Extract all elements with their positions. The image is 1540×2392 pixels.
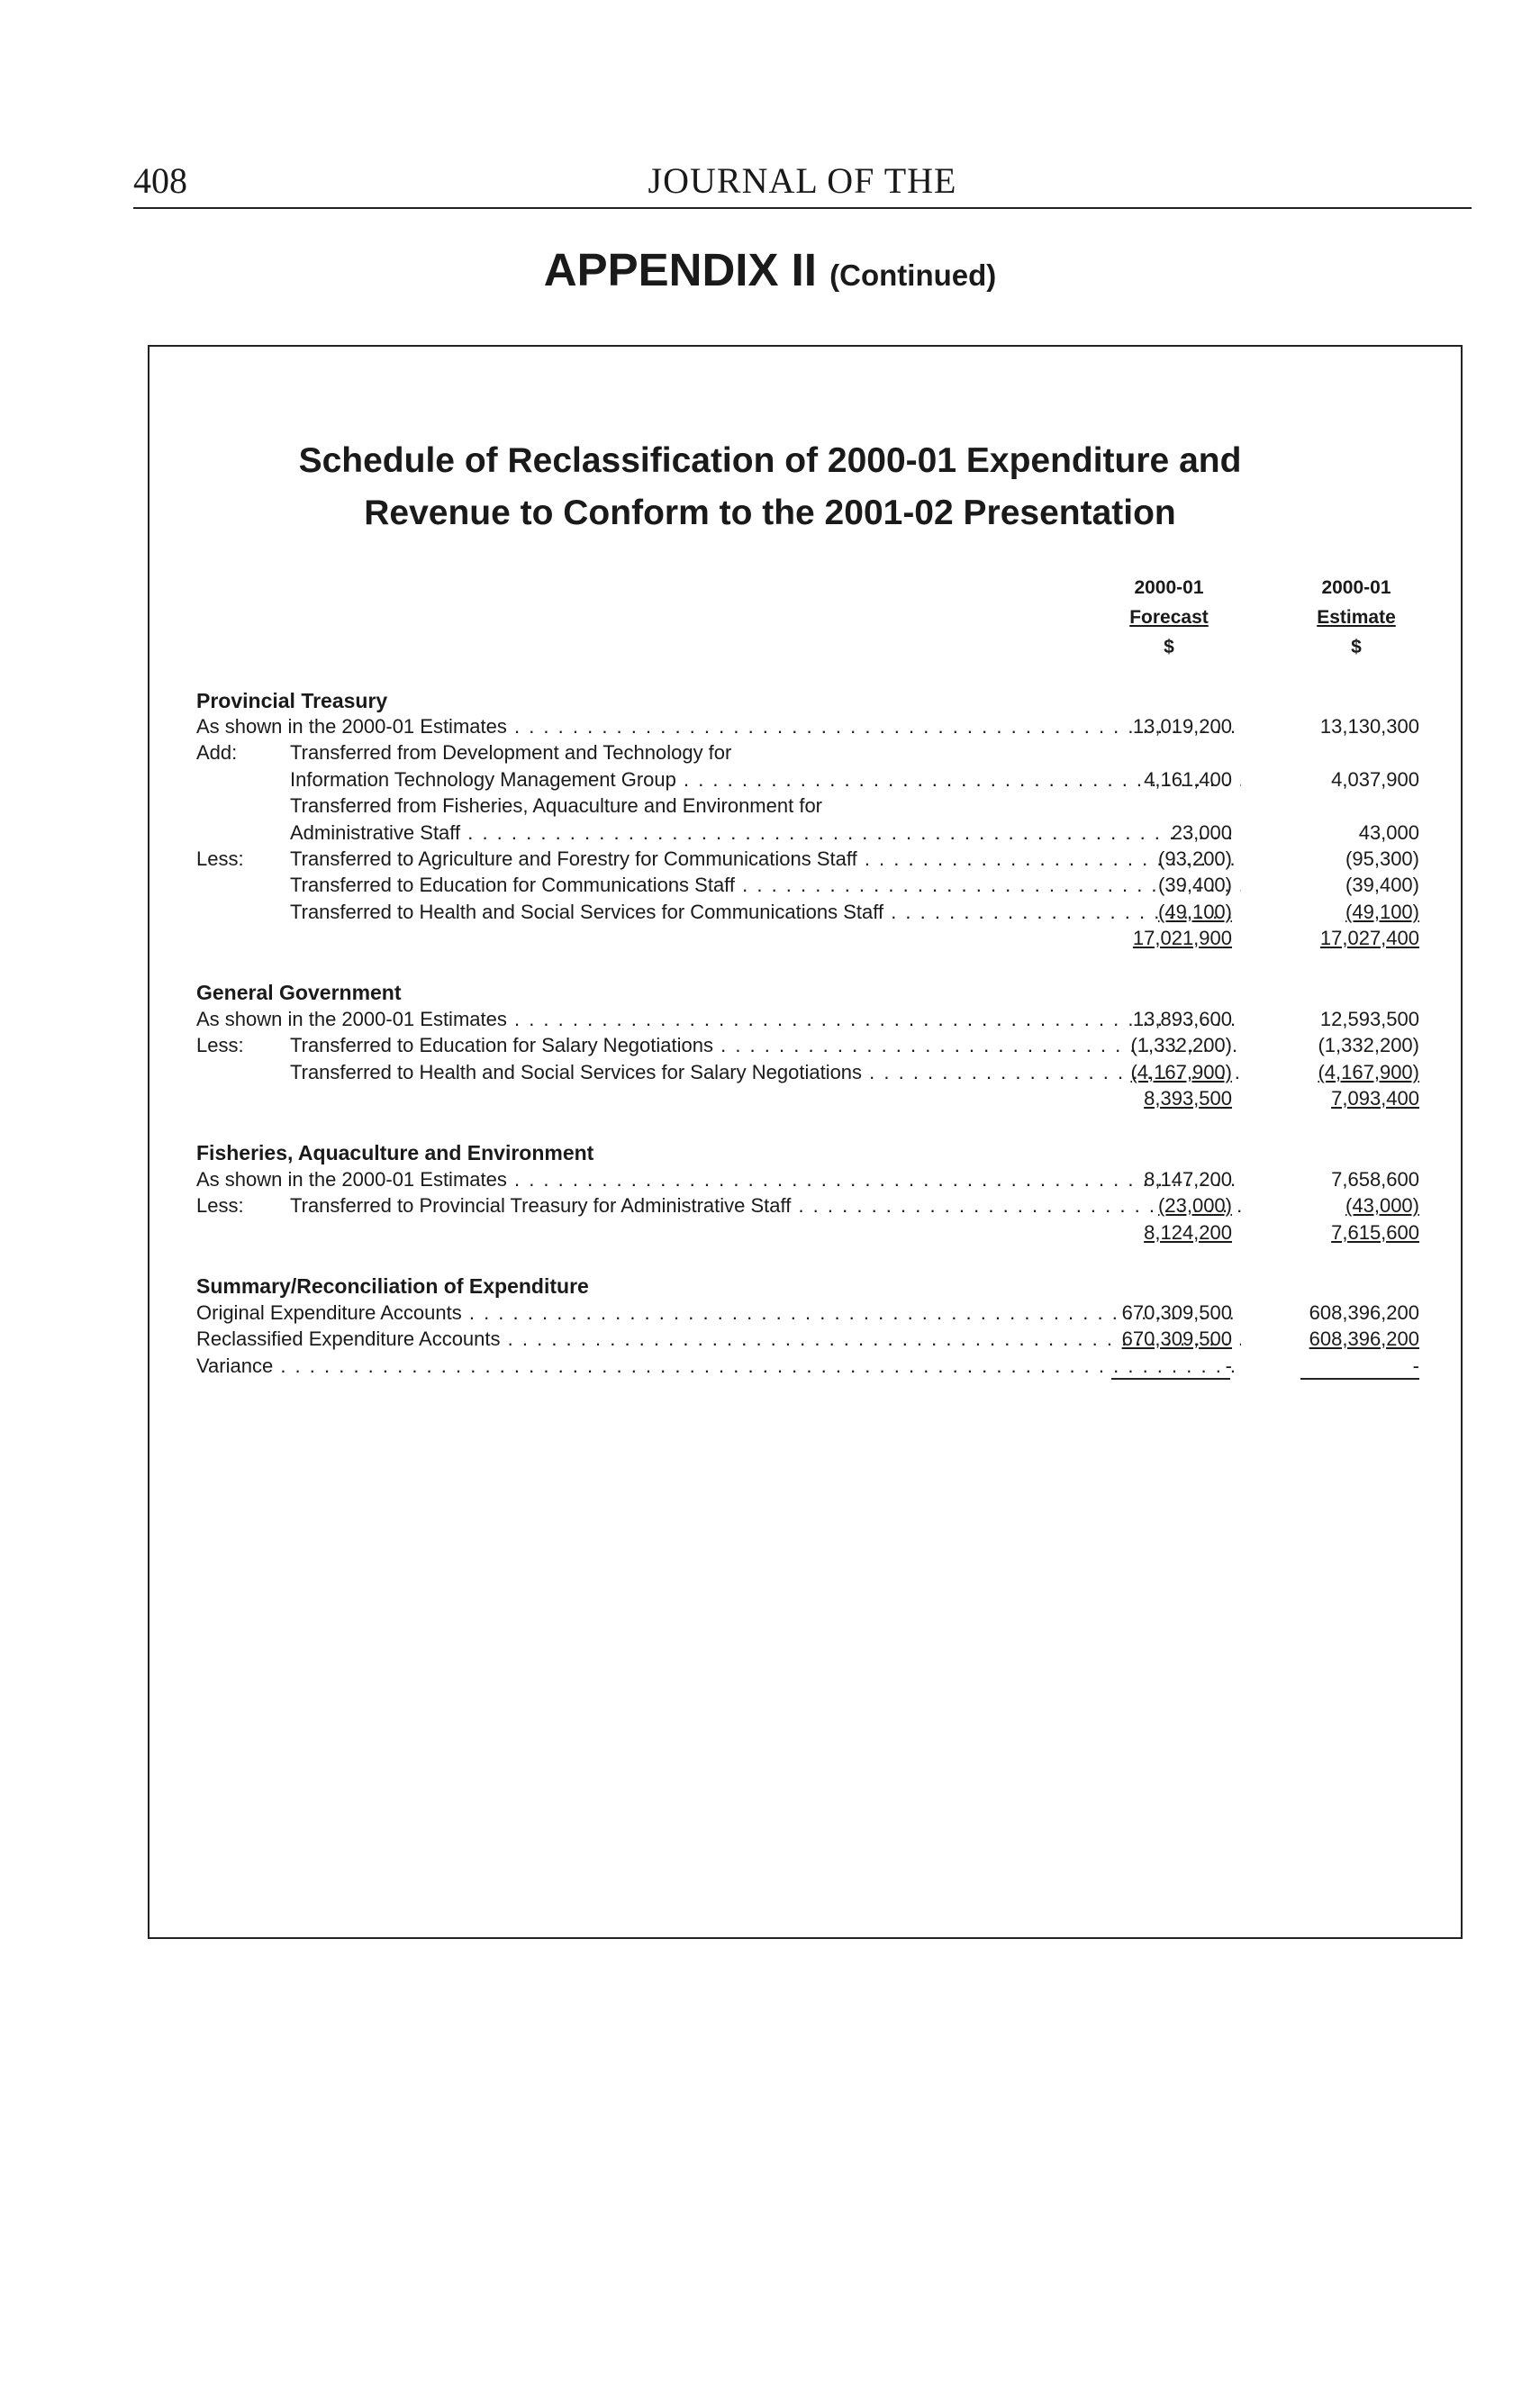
forecast-value: -	[1225, 1355, 1232, 1377]
row-prefix: Less:	[196, 847, 244, 870]
row-prefix: Add:	[196, 741, 238, 764]
column-unit: $	[1164, 637, 1174, 657]
forecast-value: 670,309,500	[1121, 1301, 1232, 1324]
table-row	[196, 1166, 1421, 1193]
column-unit: $	[1351, 637, 1362, 657]
variance-underline-estimate	[1300, 1378, 1419, 1380]
row-description: As shown in the 2000-01 Estimates . . .	[196, 713, 1241, 740]
estimate-total: 17,027,400	[1319, 927, 1419, 949]
forecast-value: (4,167,900)	[1130, 1061, 1232, 1083]
column-name: Forecast	[1129, 607, 1209, 628]
table-row	[196, 1006, 1421, 1033]
row-prefix: Less:	[196, 1034, 244, 1056]
row-description: Transferred to Education for Communications Staff . . .	[290, 872, 1241, 899]
table-row	[196, 1032, 1421, 1059]
table-row	[196, 1300, 1421, 1327]
estimate-total: 7,093,400	[1331, 1087, 1419, 1110]
estimate-value: -	[1412, 1355, 1419, 1377]
appendix-continued: (Continued)	[829, 258, 997, 292]
row-prefix: Less:	[196, 1194, 244, 1217]
estimate-value: 12,593,500	[1319, 1008, 1419, 1030]
row-description: As shown in the 2000-01 Estimates . . .	[196, 1166, 1241, 1193]
section-title: General Government	[196, 981, 402, 1004]
section-title: Provincial Treasury	[196, 689, 388, 712]
row-description: Original Expenditure Accounts . . .	[196, 1300, 1241, 1327]
variance-underline-forecast	[1111, 1378, 1230, 1380]
row-description: Transferred from Fisheries, Aquaculture and Environment for	[290, 794, 823, 817]
row-description: Transferred to Agriculture and Forestry for Communications Staff . . .	[290, 846, 1241, 873]
table-row	[196, 1326, 1421, 1353]
table-row	[196, 899, 1421, 926]
estimate-value: 43,000	[1358, 821, 1419, 844]
forecast-value: (23,000)	[1158, 1194, 1232, 1217]
row-description: Transferred from Development and Technology for	[290, 741, 732, 764]
forecast-total: 17,021,900	[1132, 927, 1232, 949]
column-header-estimate	[1275, 573, 1437, 662]
row-description: Information Technology Management Group . . .	[290, 766, 1241, 793]
row-description: As shown in the 2000-01 Estimates . . .	[196, 1006, 1241, 1033]
estimate-value: 608,396,200	[1309, 1327, 1419, 1350]
estimate-value: 4,037,900	[1331, 768, 1419, 791]
table-row	[196, 846, 1421, 873]
row-description: Transferred to Provincial Treasury for Administrative Staff . . .	[290, 1192, 1241, 1219]
table-row	[196, 713, 1421, 740]
estimate-value: 7,658,600	[1331, 1168, 1419, 1191]
appendix-title	[0, 243, 1540, 296]
row-description: Reclassified Expenditure Accounts . . .	[196, 1326, 1241, 1353]
forecast-value: 23,000	[1171, 821, 1232, 844]
row-description: Transferred to Health and Social Services for Communications Staff . . .	[290, 899, 1241, 926]
forecast-value: (39,400)	[1158, 874, 1232, 896]
journal-title: JOURNAL OF THE	[648, 160, 957, 201]
table-row-total	[196, 1085, 1421, 1112]
section-title: Fisheries, Aquaculture and Environment	[196, 1141, 594, 1164]
forecast-value: 670,309,500	[1121, 1327, 1232, 1350]
forecast-value: (49,100)	[1158, 901, 1232, 923]
table-row	[196, 766, 1421, 793]
column-year: 2000-01	[1134, 577, 1204, 598]
table-row	[196, 1353, 1421, 1380]
table-row	[196, 1059, 1421, 1086]
appendix-heading: APPENDIX II	[543, 244, 817, 295]
column-header-forecast	[1088, 573, 1250, 662]
column-name: Estimate	[1317, 607, 1396, 628]
estimate-value: (95,300)	[1345, 847, 1419, 870]
forecast-value: 4,161,400	[1144, 768, 1232, 791]
table-row	[196, 793, 1421, 820]
estimate-value: (43,000)	[1345, 1194, 1419, 1217]
row-description: Variance . . .	[196, 1353, 1241, 1380]
forecast-value: 8,147,200	[1144, 1168, 1232, 1191]
schedule-title-line1: Schedule of Reclassification of 2000-01 Expenditure and	[298, 441, 1242, 480]
column-year: 2000-01	[1321, 577, 1391, 598]
estimate-value: 13,130,300	[1319, 715, 1419, 738]
schedule-title	[0, 435, 1540, 539]
table-row-total	[196, 925, 1421, 952]
estimate-value: (49,100)	[1345, 901, 1419, 923]
table-row	[196, 739, 1421, 766]
page-number: 408	[133, 160, 187, 201]
forecast-total: 8,393,500	[1144, 1087, 1232, 1110]
forecast-value: (93,200)	[1158, 847, 1232, 870]
table-row	[196, 872, 1421, 899]
running-head	[133, 159, 1472, 209]
table-row-total	[196, 1219, 1421, 1246]
row-description: Transferred to Education for Salary Negotiations . . .	[290, 1032, 1241, 1059]
section-title: Summary/Reconciliation of Expenditure	[196, 1274, 589, 1298]
table-row	[196, 1192, 1421, 1219]
table-row	[196, 820, 1421, 847]
row-description: Administrative Staff . . .	[290, 820, 1241, 847]
estimate-value: 608,396,200	[1309, 1301, 1419, 1324]
estimate-value: (1,332,200)	[1318, 1034, 1419, 1056]
forecast-value: 13,019,200	[1132, 715, 1232, 738]
forecast-total: 8,124,200	[1144, 1221, 1232, 1244]
estimate-total: 7,615,600	[1331, 1221, 1419, 1244]
estimate-value: (39,400)	[1345, 874, 1419, 896]
estimate-value: (4,167,900)	[1318, 1061, 1419, 1083]
forecast-value: 13,893,600	[1132, 1008, 1232, 1030]
forecast-value: (1,332,200)	[1130, 1034, 1232, 1056]
schedule-title-line2: Revenue to Conform to the 2001-02 Presentation	[364, 494, 1176, 532]
row-description: Transferred to Health and Social Services for Salary Negotiations . . .	[290, 1059, 1241, 1086]
